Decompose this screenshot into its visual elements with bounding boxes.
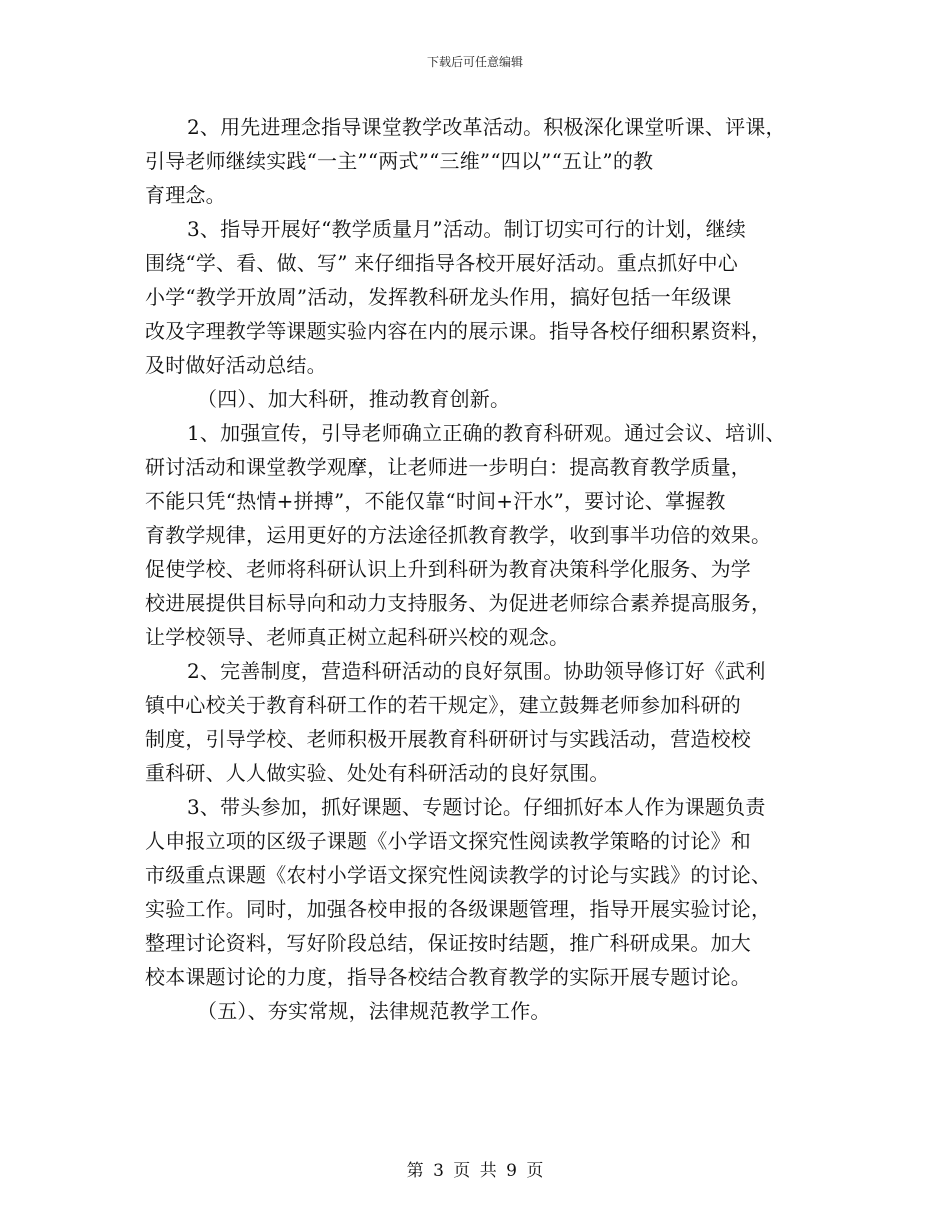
paragraph-line: 不能只凭“热情+拼搏”，不能仅靠“时间+汗水”，要讨论、掌握教 (145, 489, 726, 513)
paragraph-line: 促使学校、老师将科研认识上升到科研为教育决策科学化服务、为学 (145, 557, 751, 581)
paragraph-line: 制度，引导学校、老师积极开展教育科研研讨与实践活动，营造校校 (145, 727, 751, 751)
paragraph-line: 市级重点课题《农村小学语文探究性阅读教学的讨论与实践》的讨论、 (145, 863, 772, 887)
paragraph-line: 2、用先进理念指导课堂教学改革活动。积极深化课堂听课、评课， (187, 115, 786, 139)
paragraph-line: 1、加强宣传，引导老师确立正确的教育科研观。通过会议、培训、 (187, 421, 786, 445)
paragraph-line: 及时做好活动总结。 (145, 353, 327, 377)
paragraph-line: 3、指导开展好“教学质量月”活动。制订切实可行的计划，继续 (187, 217, 746, 241)
paragraph-line: 镇中心校关于教育科研工作的若干规定》，建立鼓舞老师参加科研的 (145, 693, 741, 717)
paragraph-line: 育教学规律，运用更好的方法途径抓教育教学，收到事半功倍的效果。 (145, 523, 772, 547)
paragraph-line: 研讨活动和课堂教学观摩，让老师进一步明白：提高教育教学质量， (145, 455, 751, 479)
paragraph-line: 让学校领导、老师真正树立起科研兴校的观念。 (145, 625, 570, 649)
page-number: 第 3 页 共 9 页 (406, 1161, 544, 1181)
section-heading: （四）、加大科研，推动教育创新。 (197, 387, 511, 411)
section-heading: （五）、夯实常规，法律规范教学工作。 (197, 999, 551, 1023)
paragraph-line: 人申报立项的区级子课题《小学语文探究性阅读教学策略的讨论》和 (145, 829, 751, 853)
paragraph-line: 改及字理教学等课题实验内容在内的展示课。指导各校仔细积累资料， (145, 319, 772, 343)
paragraph-line: 育理念。 (145, 183, 226, 207)
document-body (145, 110, 825, 1028)
paragraph-line: 整理讨论资料，写好阶段总结，保证按时结题，推广科研成果。加大 (145, 931, 751, 955)
paragraph-line: 2、完善制度，营造科研活动的良好氛围。协助领导修订好《武利 (187, 659, 766, 683)
paragraph-line: 重科研、人人做实验、处处有科研活动的良好氛围。 (145, 761, 610, 785)
paragraph-line: 引导老师继续实践“一主”“两式”“三维”“四以”“五让”的教 (145, 149, 654, 173)
paragraph-line: 小学“教学开放周”活动，发挥教科研龙头作用，搞好包括一年级课 (145, 285, 732, 309)
paragraph-line: 校进展提供目标导向和动力支持服务、为促进老师综合素养提高服务， (145, 591, 772, 615)
paragraph-line: 围绕“学、看、做、写” 来仔细指导各校开展好活动。重点抓好中心 (145, 251, 739, 275)
paragraph-line: 校本课题讨论的力度，指导各校结合教育教学的实际开展专题讨论。 (145, 965, 751, 989)
paragraph-line: 3、带头参加，抓好课题、专题讨论。仔细抓好本人作为课题负责 (187, 795, 766, 819)
paragraph-line: 实验工作。同时，加强各校申报的各级课题管理，指导开展实验讨论， (145, 897, 772, 921)
page-header: 下载后可任意编辑 (426, 55, 523, 69)
